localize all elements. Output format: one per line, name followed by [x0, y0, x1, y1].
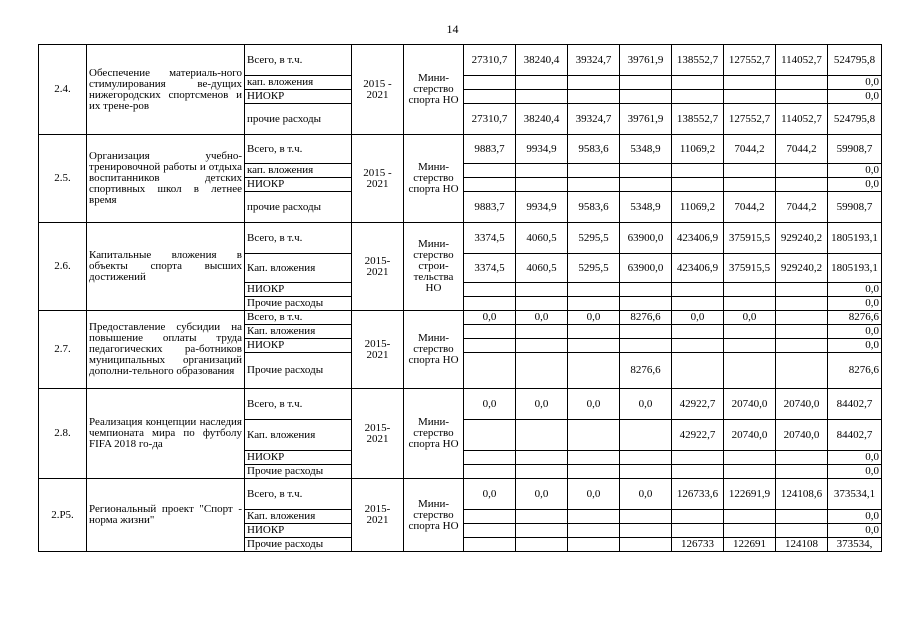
value-cell	[776, 178, 828, 192]
period: 2015-2021	[352, 479, 404, 552]
budget-table	[38, 44, 882, 552]
value-cell	[724, 339, 776, 353]
value-cell: 9934,9	[516, 135, 568, 164]
value-cell: 0,0	[620, 479, 672, 510]
value-cell	[516, 353, 568, 389]
value-cell: 127552,7	[724, 104, 776, 135]
value-cell: 4060,5	[516, 223, 568, 254]
value-cell: 5348,9	[620, 135, 672, 164]
value-cell	[516, 76, 568, 90]
value-cell: 0,0	[672, 311, 724, 325]
value-cell	[464, 90, 516, 104]
value-cell: 27310,7	[464, 45, 516, 76]
value-cell	[568, 283, 620, 297]
value-cell: 11069,2	[672, 135, 724, 164]
value-cell	[724, 297, 776, 311]
value-cell	[516, 420, 568, 451]
value-cell	[516, 510, 568, 524]
value-cell	[620, 283, 672, 297]
value-cell: 8276,6	[620, 311, 672, 325]
item-code: 2.Р5.	[39, 479, 87, 552]
period: 2015-2021	[352, 311, 404, 389]
value-cell	[724, 178, 776, 192]
expense-type: Прочие расходы	[245, 353, 352, 389]
expense-type: Всего, в т.ч.	[245, 389, 352, 420]
value-cell: 9934,9	[516, 192, 568, 223]
expense-type: Кап. вложения	[245, 420, 352, 451]
value-cell: 20740,0	[776, 389, 828, 420]
expense-type: НИОКР	[245, 90, 352, 104]
value-cell: 20740,0	[724, 389, 776, 420]
value-cell: 39324,7	[568, 104, 620, 135]
item-name: Региональный проект "Спорт - норма жизни"	[87, 479, 245, 552]
value-cell	[672, 465, 724, 479]
item-code: 2.5.	[39, 135, 87, 223]
item-name: Реализация концепции наследия чемпионата мира по футболу FIFA 2018 го-да	[87, 389, 245, 479]
value-cell: 9583,6	[568, 192, 620, 223]
value-cell	[672, 297, 724, 311]
value-cell: 0,0	[464, 311, 516, 325]
value-cell: 1805193,1	[828, 223, 882, 254]
value-cell	[464, 538, 516, 552]
value-cell: 0,0	[828, 297, 882, 311]
value-cell	[516, 465, 568, 479]
value-cell	[620, 420, 672, 451]
value-cell	[776, 510, 828, 524]
value-cell	[672, 90, 724, 104]
expense-type: НИОКР	[245, 283, 352, 297]
value-cell	[672, 339, 724, 353]
value-cell	[724, 325, 776, 339]
value-cell: 84402,7	[828, 389, 882, 420]
table-row	[39, 135, 882, 164]
item-code: 2.4.	[39, 45, 87, 135]
value-cell: 1805193,1	[828, 254, 882, 283]
value-cell: 0,0	[568, 389, 620, 420]
expense-type: Всего, в т.ч.	[245, 223, 352, 254]
value-cell: 126733,6	[672, 479, 724, 510]
executor: Мини-стерство строи-тельства НО	[404, 223, 464, 311]
value-cell	[516, 90, 568, 104]
value-cell: 138552,7	[672, 45, 724, 76]
value-cell: 9583,6	[568, 135, 620, 164]
value-cell	[464, 420, 516, 451]
value-cell: 20740,0	[724, 420, 776, 451]
value-cell	[724, 76, 776, 90]
value-cell	[568, 325, 620, 339]
value-cell: 8276,6	[620, 353, 672, 389]
value-cell	[568, 297, 620, 311]
value-cell: 5295,5	[568, 223, 620, 254]
value-cell	[568, 339, 620, 353]
value-cell: 375915,5	[724, 223, 776, 254]
value-cell	[620, 451, 672, 465]
value-cell	[464, 297, 516, 311]
value-cell	[620, 325, 672, 339]
value-cell: 126733	[672, 538, 724, 552]
value-cell: 0,0	[828, 325, 882, 339]
value-cell: 11069,2	[672, 192, 724, 223]
period: 2015-2021	[352, 389, 404, 479]
value-cell	[568, 420, 620, 451]
value-cell: 929240,2	[776, 223, 828, 254]
value-cell	[620, 178, 672, 192]
value-cell: 7044,2	[724, 135, 776, 164]
value-cell	[516, 339, 568, 353]
value-cell	[464, 76, 516, 90]
value-cell	[776, 353, 828, 389]
value-cell: 8276,6	[828, 353, 882, 389]
value-cell	[776, 297, 828, 311]
value-cell: 39324,7	[568, 45, 620, 76]
value-cell	[464, 164, 516, 178]
value-cell: 0,0	[464, 479, 516, 510]
executor: Мини-стерство спорта НО	[404, 135, 464, 223]
value-cell	[620, 465, 672, 479]
expense-type: НИОКР	[245, 524, 352, 538]
table-row	[39, 311, 882, 325]
value-cell	[464, 451, 516, 465]
value-cell: 0,0	[828, 283, 882, 297]
value-cell	[776, 283, 828, 297]
value-cell: 524795,8	[828, 104, 882, 135]
value-cell: 0,0	[568, 311, 620, 325]
table-row	[39, 223, 882, 254]
expense-type: Прочие расходы	[245, 538, 352, 552]
expense-type: Всего, в т.ч.	[245, 311, 352, 325]
value-cell	[516, 524, 568, 538]
expense-type: Кап. вложения	[245, 254, 352, 283]
value-cell: 524795,8	[828, 45, 882, 76]
value-cell	[724, 451, 776, 465]
value-cell: 0,0	[828, 76, 882, 90]
value-cell	[568, 510, 620, 524]
value-cell: 0,0	[828, 451, 882, 465]
expense-type: НИОКР	[245, 178, 352, 192]
expense-type: кап. вложения	[245, 164, 352, 178]
table-row	[39, 45, 882, 76]
value-cell	[464, 524, 516, 538]
value-cell	[516, 283, 568, 297]
value-cell	[724, 353, 776, 389]
value-cell: 373534,1	[828, 479, 882, 510]
value-cell	[568, 178, 620, 192]
value-cell	[620, 297, 672, 311]
value-cell	[672, 76, 724, 90]
value-cell	[516, 451, 568, 465]
item-name: Обеспечение материаль-ного стимулирования ве-дущих нижегородских спортсменов и их трене-ров	[87, 45, 245, 135]
value-cell	[724, 164, 776, 178]
value-cell: 0,0	[828, 465, 882, 479]
value-cell	[620, 538, 672, 552]
value-cell	[776, 164, 828, 178]
item-code: 2.6.	[39, 223, 87, 311]
value-cell: 39761,9	[620, 104, 672, 135]
value-cell: 0,0	[828, 90, 882, 104]
value-cell	[776, 465, 828, 479]
page-number: 14	[446, 22, 459, 36]
value-cell	[724, 90, 776, 104]
value-cell	[568, 353, 620, 389]
value-cell	[464, 353, 516, 389]
value-cell	[568, 451, 620, 465]
value-cell: 63900,0	[620, 254, 672, 283]
value-cell	[776, 76, 828, 90]
value-cell: 27310,7	[464, 104, 516, 135]
expense-type: Кап. вложения	[245, 510, 352, 524]
value-cell	[724, 510, 776, 524]
value-cell	[568, 76, 620, 90]
value-cell	[464, 283, 516, 297]
value-cell: 7044,2	[776, 192, 828, 223]
value-cell	[568, 164, 620, 178]
value-cell: 114052,7	[776, 104, 828, 135]
period: 2015 - 2021	[352, 135, 404, 223]
expense-type: Кап. вложения	[245, 325, 352, 339]
value-cell: 20740,0	[776, 420, 828, 451]
value-cell: 0,0	[724, 311, 776, 325]
expense-type: кап. вложения	[245, 76, 352, 90]
value-cell: 423406,9	[672, 223, 724, 254]
table-row	[39, 389, 882, 420]
expense-type: Всего, в т.ч.	[245, 135, 352, 164]
value-cell: 0,0	[828, 510, 882, 524]
value-cell: 373534,	[828, 538, 882, 552]
expense-type: НИОКР	[245, 339, 352, 353]
value-cell: 124108	[776, 538, 828, 552]
value-cell	[672, 353, 724, 389]
value-cell: 4060,5	[516, 254, 568, 283]
value-cell	[620, 90, 672, 104]
value-cell: 0,0	[828, 178, 882, 192]
value-cell	[776, 325, 828, 339]
value-cell: 0,0	[568, 479, 620, 510]
value-cell	[620, 164, 672, 178]
executor: Мини-стерство спорта НО	[404, 389, 464, 479]
value-cell	[776, 311, 828, 325]
value-cell	[568, 524, 620, 538]
value-cell: 7044,2	[776, 135, 828, 164]
value-cell	[776, 90, 828, 104]
value-cell	[672, 524, 724, 538]
expense-type: прочие расходы	[245, 192, 352, 223]
value-cell	[672, 164, 724, 178]
value-cell	[724, 465, 776, 479]
value-cell: 5295,5	[568, 254, 620, 283]
value-cell: 929240,2	[776, 254, 828, 283]
period: 2015 - 2021	[352, 45, 404, 135]
executor: Мини-стерство спорта НО	[404, 479, 464, 552]
value-cell	[620, 510, 672, 524]
value-cell: 63900,0	[620, 223, 672, 254]
value-cell: 84402,7	[828, 420, 882, 451]
value-cell	[776, 524, 828, 538]
item-code: 2.7.	[39, 311, 87, 389]
value-cell	[516, 164, 568, 178]
value-cell: 124108,6	[776, 479, 828, 510]
expense-type: Прочие расходы	[245, 297, 352, 311]
value-cell	[672, 283, 724, 297]
value-cell	[776, 451, 828, 465]
expense-type: прочие расходы	[245, 104, 352, 135]
value-cell	[724, 283, 776, 297]
value-cell: 5348,9	[620, 192, 672, 223]
value-cell	[464, 510, 516, 524]
value-cell: 0,0	[620, 389, 672, 420]
value-cell	[568, 465, 620, 479]
value-cell	[464, 339, 516, 353]
value-cell: 3374,5	[464, 254, 516, 283]
expense-type: Прочие расходы	[245, 465, 352, 479]
value-cell: 375915,5	[724, 254, 776, 283]
value-cell: 127552,7	[724, 45, 776, 76]
expense-type: НИОКР	[245, 451, 352, 465]
value-cell: 0,0	[464, 389, 516, 420]
value-cell	[464, 325, 516, 339]
period: 2015-2021	[352, 223, 404, 311]
value-cell	[672, 451, 724, 465]
value-cell: 38240,4	[516, 45, 568, 76]
table-row	[39, 479, 882, 510]
value-cell	[568, 538, 620, 552]
value-cell: 423406,9	[672, 254, 724, 283]
value-cell: 42922,7	[672, 420, 724, 451]
value-cell: 0,0	[828, 339, 882, 353]
value-cell	[516, 297, 568, 311]
value-cell: 9883,7	[464, 135, 516, 164]
value-cell	[516, 178, 568, 192]
value-cell: 39761,9	[620, 45, 672, 76]
value-cell: 8276,6	[828, 311, 882, 325]
value-cell: 114052,7	[776, 45, 828, 76]
value-cell: 122691	[724, 538, 776, 552]
expense-type: Всего, в т.ч.	[245, 479, 352, 510]
value-cell: 59908,7	[828, 192, 882, 223]
value-cell	[620, 524, 672, 538]
value-cell: 59908,7	[828, 135, 882, 164]
value-cell: 38240,4	[516, 104, 568, 135]
value-cell	[516, 325, 568, 339]
item-name: Предоставление субсидии на повышение оплаты труда педагогических ра-ботников муниципальных организаций дополни-тельного образования	[87, 311, 245, 389]
item-name: Капитальные вложения в объекты спорта высших достижений	[87, 223, 245, 311]
value-cell: 0,0	[516, 389, 568, 420]
value-cell	[620, 76, 672, 90]
value-cell: 0,0	[828, 524, 882, 538]
executor: Мини-стерство спорта НО	[404, 311, 464, 389]
item-code: 2.8.	[39, 389, 87, 479]
value-cell: 9883,7	[464, 192, 516, 223]
value-cell	[464, 465, 516, 479]
value-cell	[568, 90, 620, 104]
item-name: Организация учебно-тренировочной работы и отдыха воспитанников детских спортивных школ в летнее время	[87, 135, 245, 223]
value-cell	[776, 339, 828, 353]
value-cell: 7044,2	[724, 192, 776, 223]
value-cell	[672, 178, 724, 192]
value-cell: 0,0	[516, 311, 568, 325]
expense-type: Всего, в т.ч.	[245, 45, 352, 76]
value-cell: 0,0	[828, 164, 882, 178]
value-cell: 122691,9	[724, 479, 776, 510]
value-cell: 3374,5	[464, 223, 516, 254]
value-cell	[672, 325, 724, 339]
value-cell	[724, 524, 776, 538]
value-cell	[672, 510, 724, 524]
value-cell: 0,0	[516, 479, 568, 510]
value-cell	[464, 178, 516, 192]
value-cell	[620, 339, 672, 353]
executor: Мини-стерство спорта НО	[404, 45, 464, 135]
value-cell: 138552,7	[672, 104, 724, 135]
value-cell: 42922,7	[672, 389, 724, 420]
value-cell	[516, 538, 568, 552]
